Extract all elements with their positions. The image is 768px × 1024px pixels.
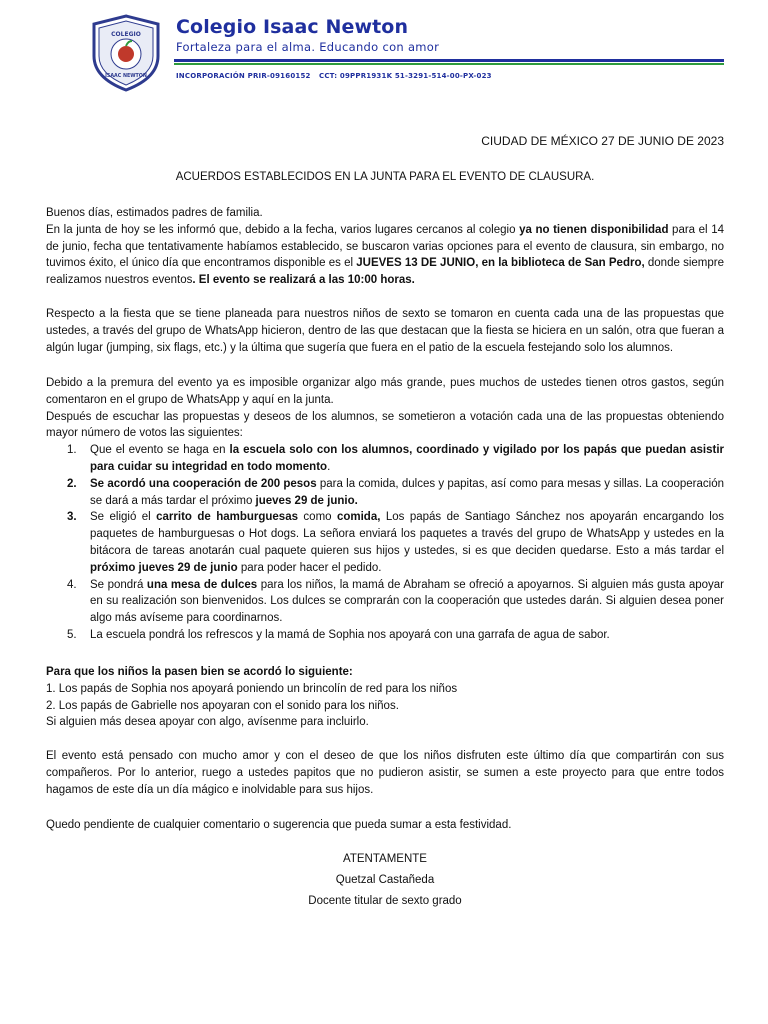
school-crest-logo	[88, 14, 164, 92]
cct-code: CCT: 09PPR1931K 51-3291-514-00-PX-023	[319, 72, 492, 80]
signature-closing: ATENTAMENTE	[343, 853, 427, 865]
greeting-block	[46, 205, 724, 289]
item-4-text-c: para los niños, la mamá de Abraham se ofreció a apoyarnos. Si alguien más gusta apoyar en su realización son bienvenidos. Los dulces se comprarán con la cooperación que ustedes darán. Si alguien desea poner algo más avíseme para coordinarnos.	[90, 578, 724, 625]
item-1-text-c: .	[327, 460, 331, 473]
p1-bold-d: JUEVES 13 DE JUNIO, en la biblioteca de San Pedro,	[356, 257, 645, 270]
school-name: Colegio Isaac Newton	[176, 16, 409, 38]
paragraph-3-block	[46, 375, 724, 644]
item-4-text-a: Se pondrá	[90, 578, 147, 591]
kids-line: 1. Los papás de Sophia nos apoyará poniendo un brincolín de red para los niños	[46, 682, 458, 695]
p1-text-c: para el 14 de junio, fecha que tentativamente habíamos establecido, se buscaron varias opciones para el evento de clausura, sin embargo, no tuvimos éxito, el único día que encontramos disponible es el	[46, 223, 724, 270]
acuerdos-list	[46, 442, 724, 644]
item-3-bold-d: comida,	[336, 511, 381, 524]
list-item	[46, 476, 724, 510]
kids-heading	[46, 664, 724, 681]
paragraph-5: El evento está pensado con mucho amor y con el deseo de que los niños disfruten este último día que compartirán con sus compañeros. Por lo anterior, ruego a ustedes papitos que no pudieron asistir, se sumen a este proyecto para que entre todos hagamos de este día un día mágico e inolvidable para sus hijos.	[46, 750, 724, 796]
list-item	[46, 442, 724, 476]
document-title: ACUERDOS ESTABLECIDOS EN LA JUNTA PARA EL EVENTO DE CLAUSURA.	[175, 171, 595, 183]
item-3-bold-b: carrito de hamburguesas	[156, 511, 298, 524]
logo-bottom-text: ISAAC NEWTON	[105, 74, 147, 79]
header-rule-green	[174, 63, 724, 65]
date-line: CIUDAD DE MÉXICO 27 DE JUNIO DE 2023	[481, 134, 724, 148]
paragraph-6-block	[46, 817, 724, 834]
p1-bold-f: . El evento se realizará a las 10:00 horas.	[192, 274, 415, 287]
item-3-text-c: como	[298, 511, 337, 524]
p1-text-e: donde siempre realizamos nuestros eventos	[46, 257, 724, 287]
kids-line: Si alguien más desea apoyar con algo, avísenme para incluirlo.	[46, 716, 369, 729]
item-3-bold-f: próximo jueves 29 de junio	[90, 561, 238, 574]
item-5-text-a: La escuela pondrá los refrescos y la mamá de Sophia nos apoyará con una garrafa de agua de sabor.	[90, 628, 610, 641]
list-item	[46, 577, 724, 627]
item-3-text-a: Se eligió el	[90, 511, 157, 524]
paragraph-6: Quedo pendiente de cualquier comentario o sugerencia que pueda sumar a esta festividad.	[46, 819, 512, 831]
list-item-number: 2.	[67, 477, 77, 490]
item-4-bold-b: una mesa de dulces	[146, 578, 258, 591]
signature-role: Docente titular de sexto grado	[308, 895, 462, 907]
paragraph-5-block	[46, 748, 724, 798]
kids-block	[46, 664, 724, 731]
list-item-number: 4.	[67, 578, 77, 591]
list-item-number: 5.	[67, 628, 77, 641]
p1-text-a: En la junta de hoy se les informó que, debido a la fecha, varios lugares cercanos al colegio	[46, 223, 520, 236]
paragraph-1	[46, 222, 724, 289]
kids-line: 2. Los papás de Gabrielle nos apoyaran con el sonido para los niños.	[46, 699, 399, 712]
item-2-text-c: para la comida, dulces y papitas, así como para mesas y sillas. La cooperación se dará a más tardar el próximo	[90, 477, 724, 507]
list-item-number: 1.	[67, 444, 77, 457]
item-3-text-g: para poder hacer el pedido.	[237, 561, 382, 574]
logo-top-text: COLEGIO	[111, 31, 141, 38]
paragraph-2: Respecto a la fiesta que se tiene planeada para nuestros niños de sexto se tomaron en cuenta cada una de las propuestas que ustedes, a través del grupo de WhatsApp hicieron, dentro de las que destacan que la fiesta se hiciera en un salón, otra que fueran a algún lugar (jumping, six flags, etc.) y la última que sugería que fuera en el patio de la escuela festejando solo los alumnos.	[46, 308, 724, 354]
list-item-number: 3.	[67, 511, 77, 524]
signature-name: Quetzal Castañeda	[335, 874, 435, 886]
paragraph-4: Después de escuchar las propuestas y deseos de los alumnos, se sometieron a votación cada una de las propuestas obteniendo mayor número de votos las siguientes:	[46, 410, 724, 440]
school-tagline: Fortaleza para el alma. Educando con amor	[176, 40, 440, 54]
kids-heading-text: Para que los niños la pasen bien se acordó lo siguiente:	[46, 666, 353, 678]
paragraph-3: Debido a la premura del evento ya es imposible organizar algo más grande, pues muchos de ustedes tienen otros gastos, según comentaron en el grupo de WhatsApp y aquí en la junta.	[46, 377, 724, 406]
greeting: Buenos días, estimados padres de familia.	[46, 207, 263, 219]
incorporacion-code: INCORPORACIÓN PRIR-09160152	[176, 72, 311, 80]
item-1-text-a: Que el evento se haga en	[90, 444, 230, 457]
paragraph-2-block	[46, 306, 724, 356]
signature-block	[46, 849, 724, 912]
item-2-bold-b: Se acordó una cooperación de 200 pesos	[90, 477, 317, 490]
list-item	[46, 627, 724, 644]
item-3-text-e: Los papás de Santiago Sánchez nos apoyarán encargando los paquetes de hamburguesas o Hot dogs. La señora enviará los paquetes a través del grupo de WhatsApp y ustedes en la bitácora de tareas anotarán cual paquete quieren sus hijos y ustedes, si es que deciden quedarse. Esto a más tardar el	[90, 511, 724, 557]
p1-bold-b: ya no tienen disponibilidad	[519, 223, 669, 236]
item-2-bold-d: jueves 29 de junio.	[255, 494, 358, 507]
list-item	[46, 509, 724, 576]
header-rule-blue	[174, 59, 724, 62]
item-1-bold-b: la escuela solo con los alumnos, coordinado y vigilado por los papás que puedan asistir para cuidar su integridad en todo momento	[90, 444, 724, 473]
